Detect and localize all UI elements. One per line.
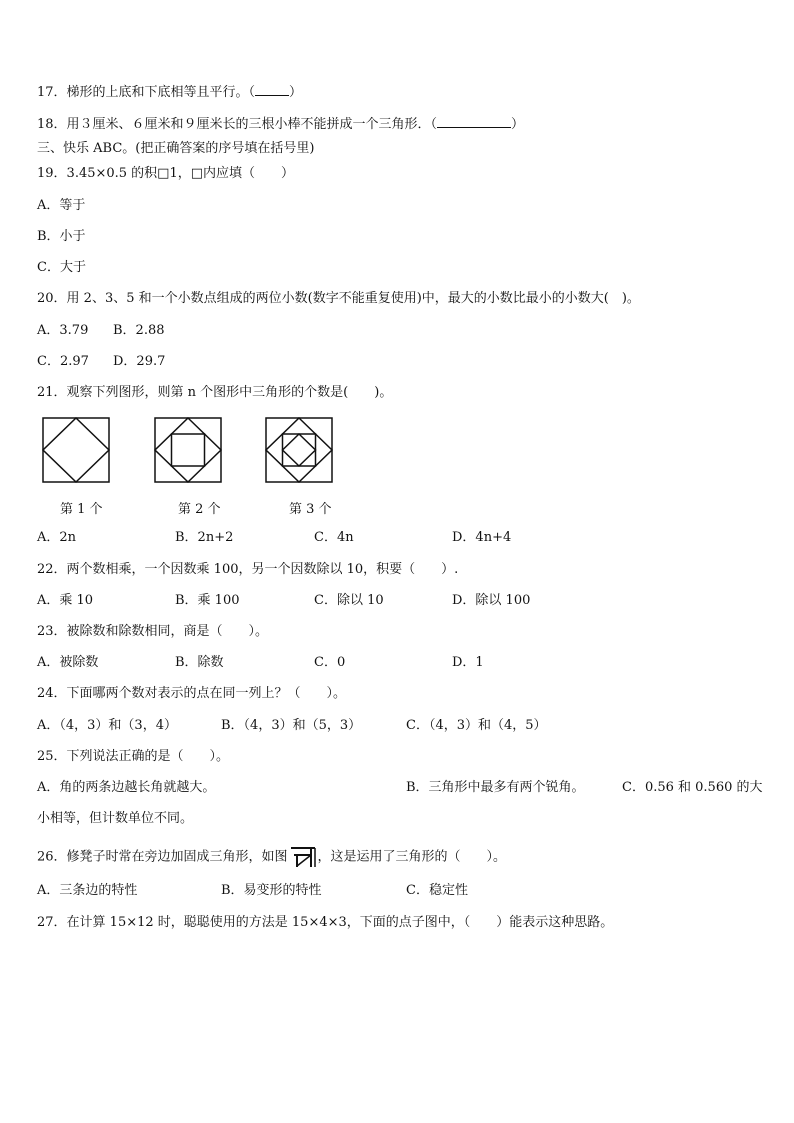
question-27-text: 27．在计算 15×12 时，聪聪使用的方法是 15×4×3，下面的点子图中，（ ）能表示这种思路。: [37, 915, 614, 930]
question-21-text: 21．观察下列图形，则第 n 个图形中三角形的个数是( )。: [37, 385, 393, 400]
question-17-text: 17．梯形的上底和下底相等且平行。（: [37, 85, 256, 100]
nested-squares-figure-3: [265, 417, 335, 483]
figure-3: [265, 417, 335, 483]
option-c[interactable]: C．2.97: [37, 354, 89, 369]
option-d[interactable]: D．4n+4: [452, 530, 512, 545]
answer-blank[interactable]: [437, 114, 511, 128]
nested-squares-figure-2: [154, 417, 224, 483]
nested-squares-figure-1: [42, 417, 112, 483]
stool-brace-icon: [290, 846, 316, 868]
option-b[interactable]: B．小于: [37, 229, 86, 244]
option-b[interactable]: B．乘 100: [175, 593, 240, 608]
option-d[interactable]: D．29.7: [113, 354, 166, 369]
option-b[interactable]: B．除数: [175, 655, 224, 670]
option-c[interactable]: C．稳定性: [406, 883, 468, 898]
figure-2: [154, 417, 224, 483]
option-c[interactable]: C．4n: [314, 530, 354, 545]
question-22-text: 22．两个数相乘，一个因数乘 100，另一个因数除以 10，积要（ ）.: [37, 562, 459, 577]
question-23-text: 23．被除数和除数相同，商是（ ）。: [37, 624, 269, 639]
question-19-text: 19．3.45×0.5 的积□1，□内应填（ ）: [37, 166, 295, 181]
option-a[interactable]: A．等于: [37, 198, 86, 213]
option-c[interactable]: C．大于: [37, 260, 86, 275]
figure-caption-2: 第 2 个: [178, 502, 221, 517]
question-24-text: 24．下面哪两个数对表示的点在同一列上？（ ）。: [37, 686, 347, 701]
option-a[interactable]: A．乘 10: [37, 593, 94, 608]
question-25-text: 25．下列说法正确的是（ ）。: [37, 749, 230, 764]
option-b[interactable]: B．2.88: [113, 323, 165, 338]
option-c[interactable]: C．0.56 和 0.560 的大: [622, 780, 763, 795]
figure-caption-3: 第 3 个: [289, 502, 332, 517]
question-26: 26．修凳子时常在旁边加固成三角形，如图 ，这是运用了三角形的（ ）。: [37, 846, 506, 868]
figure-1: [42, 417, 112, 483]
option-a[interactable]: A．（4，3）和（3，4）: [37, 718, 177, 733]
option-c[interactable]: C．（4，3）和（4，5）: [406, 718, 547, 733]
option-c-continuation: 小相等，但计数单位不同。: [37, 811, 194, 826]
option-d[interactable]: D．除以 100: [452, 593, 531, 608]
question-20-text: 20．用 2、3、5 和一个小数点组成的两位小数(数字不能重复使用)中，最大的小数比最小的小数大( )。: [37, 291, 640, 306]
option-d[interactable]: D．1: [452, 655, 484, 670]
option-a[interactable]: A．三条边的特性: [37, 883, 138, 898]
option-c[interactable]: C．0: [314, 655, 346, 670]
question-17: 17．梯形的上底和下底相等且平行。（ ）: [37, 82, 302, 102]
option-c[interactable]: C．除以 10: [314, 593, 384, 608]
option-a[interactable]: A．被除数: [37, 655, 99, 670]
figure-caption-1: 第 1 个: [60, 502, 103, 517]
option-a[interactable]: A．3.79: [37, 323, 89, 338]
question-18: 18．用３厘米、６厘米和９厘米长的三根小棒不能拼成一个三角形．（ ）: [37, 114, 524, 134]
option-b[interactable]: B．2n+2: [175, 530, 234, 545]
option-b[interactable]: B．（4，3）和（5，3）: [221, 718, 362, 733]
answer-blank[interactable]: [255, 82, 289, 96]
section-heading: 三、快乐 ABC。(把正确答案的序号填在括号里): [37, 141, 315, 156]
option-b[interactable]: B．易变形的特性: [221, 883, 322, 898]
question-26-text: 26．修凳子时常在旁边加固成三角形，如图: [37, 849, 288, 865]
option-a[interactable]: A．角的两条边越长角就越大。: [37, 780, 216, 795]
option-a[interactable]: A．2n: [37, 530, 77, 545]
question-18-text: 18．用３厘米、６厘米和９厘米长的三根小棒不能拼成一个三角形．（: [37, 117, 438, 132]
option-b[interactable]: B．三角形中最多有两个锐角。: [406, 780, 585, 795]
